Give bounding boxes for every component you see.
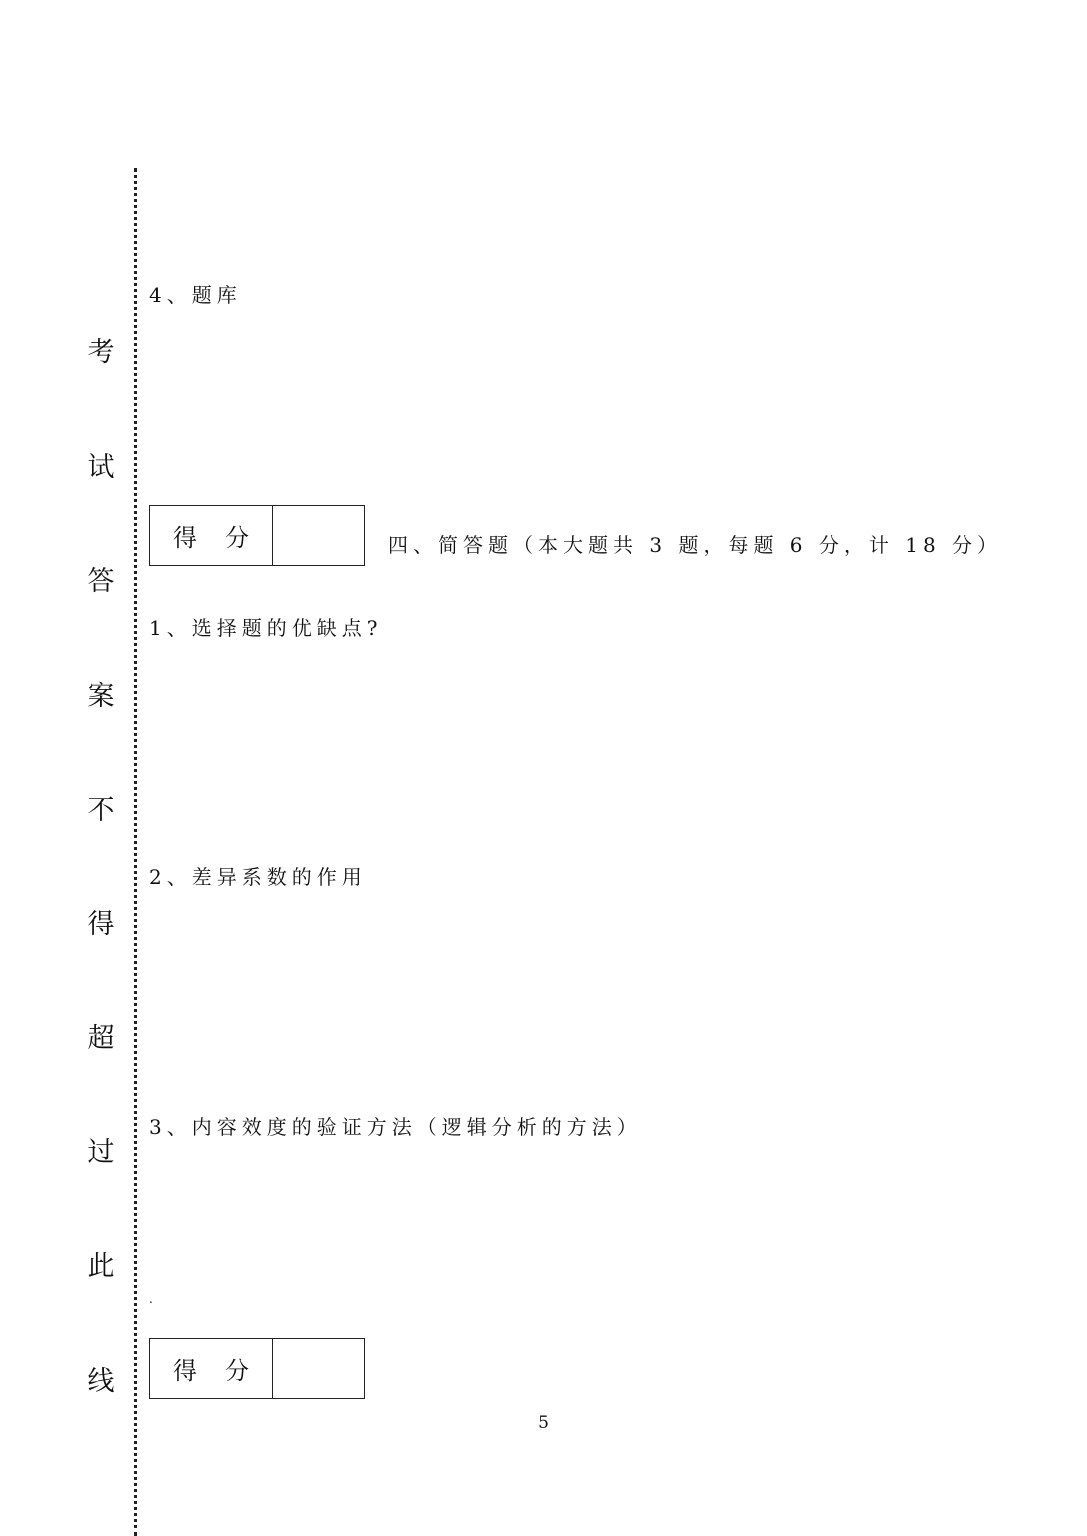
margin-char: 过 <box>87 1137 115 1168</box>
margin-char: 考 <box>87 337 115 368</box>
margin-char: 案 <box>87 681 115 712</box>
margin-char: 得 <box>87 909 115 940</box>
question-1: 1、选择题的优缺点? <box>149 616 383 640</box>
score-value-field[interactable] <box>273 1339 364 1398</box>
score-label: 得 分 <box>150 506 273 565</box>
question-2: 2、差异系数的作用 <box>149 865 367 889</box>
binding-dotted-line <box>134 168 137 1536</box>
margin-char: 试 <box>87 452 115 483</box>
margin-char: 不 <box>87 795 115 826</box>
score-label: 得 分 <box>150 1339 273 1398</box>
stray-mark: . <box>149 1292 153 1306</box>
score-box <box>149 505 365 566</box>
page-number: 5 <box>538 1413 549 1433</box>
question-4-title: 4、题库 <box>149 283 242 307</box>
score-box <box>149 1338 365 1399</box>
margin-char: 答 <box>87 566 115 597</box>
question-3: 3、内容效度的验证方法（逻辑分析的方法） <box>149 1115 642 1139</box>
score-value-field[interactable] <box>273 506 364 565</box>
margin-char: 超 <box>87 1023 115 1054</box>
margin-char: 线 <box>87 1366 115 1397</box>
section-heading: 四、简答题（本大题共 3 题，每题 6 分，计 18 分） <box>388 533 1003 557</box>
margin-char: 此 <box>87 1251 115 1282</box>
